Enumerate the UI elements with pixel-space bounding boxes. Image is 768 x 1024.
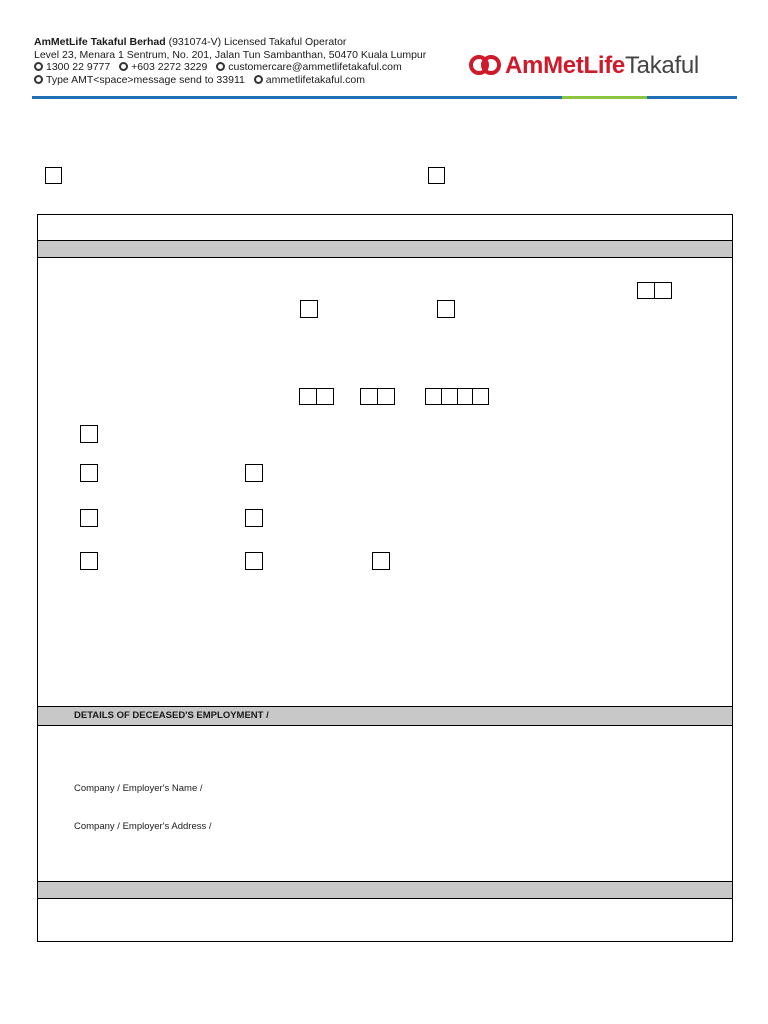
logo-mark-icon (469, 53, 501, 77)
option-checkbox-1[interactable] (80, 425, 98, 443)
header-rule-blue (32, 96, 562, 99)
logo-wordmark (505, 52, 699, 80)
option-checkbox-8[interactable] (372, 552, 390, 570)
option-checkbox-4[interactable] (80, 509, 98, 527)
section-band-3 (38, 881, 732, 899)
sms-icon (34, 75, 43, 84)
option-checkbox-3[interactable] (245, 464, 263, 482)
fax-icon (119, 62, 128, 71)
operator-type: Licensed Takaful Operator (224, 36, 347, 48)
option-checkbox-5[interactable] (245, 509, 263, 527)
form-frame (37, 214, 733, 942)
logo-am: Am (505, 52, 544, 79)
header-rule-blue-end (647, 96, 737, 99)
contact-line-2 (34, 74, 365, 87)
option-checkbox-2[interactable] (80, 464, 98, 482)
option-checkbox-7[interactable] (245, 552, 263, 570)
date-month-box[interactable] (360, 388, 395, 405)
email-icon (216, 62, 225, 71)
header-rule-green (562, 96, 647, 99)
sms-instruction: Type AMT<space>message send to 33911 (46, 74, 245, 86)
logo-metlife: MetLife (543, 52, 625, 79)
two-digit-box[interactable] (637, 282, 672, 299)
company-address: Level 23, Menara 1 Sentrum, No. 201, Jalan Tun Sambanthan, 50470 Kuala Lumpur (34, 49, 427, 61)
logo-takaful: Takaful (624, 52, 699, 79)
gender-checkbox-1[interactable] (300, 300, 318, 318)
option-checkbox-6[interactable] (80, 552, 98, 570)
fax-number: +603 2272 3229 (131, 61, 208, 73)
section-band-deceased (38, 240, 732, 258)
employment-section-title: DETAILS OF DECEASED'S EMPLOYMENT / (74, 710, 269, 721)
phone-icon (34, 62, 43, 71)
gender-checkbox-2[interactable] (437, 300, 455, 318)
email-address: customercare@ammetlifetakaful.com (228, 61, 402, 73)
top-checkbox-left[interactable] (45, 167, 62, 184)
employer-address-label: Company / Employer's Address / (74, 821, 212, 832)
company-reg: (931074-V) (168, 36, 222, 48)
employer-name-label: Company / Employer's Name / (74, 783, 203, 794)
phone-number: 1300 22 9777 (46, 61, 111, 73)
top-checkbox-right[interactable] (428, 167, 445, 184)
website: ammetlifetakaful.com (265, 74, 365, 86)
date-year-box[interactable] (425, 388, 489, 405)
company-logo (469, 53, 501, 82)
web-icon (254, 75, 263, 84)
company-line (34, 36, 346, 49)
company-name: AmMetLife Takaful Berhad (34, 36, 166, 48)
date-day-box[interactable] (299, 388, 334, 405)
contact-line-1 (34, 61, 402, 74)
